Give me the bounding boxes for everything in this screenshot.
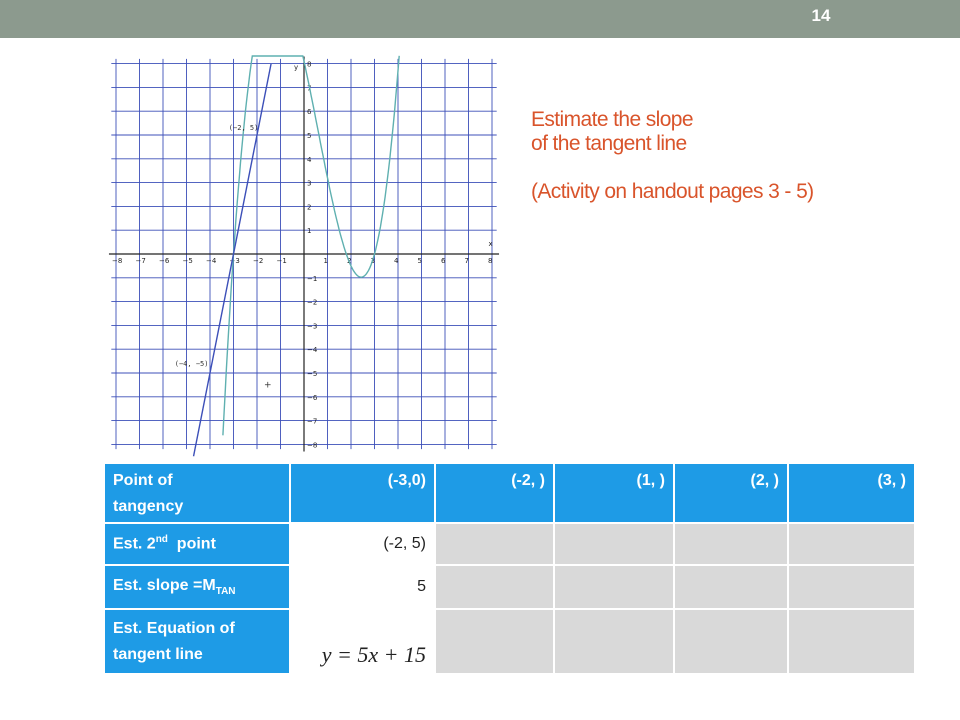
header-label-line-2: tangency xyxy=(113,498,184,515)
heading-line-1: Estimate the slope xyxy=(531,108,693,131)
y-tick-label: −4 xyxy=(307,346,318,355)
equation-cell-3[interactable] xyxy=(554,609,674,674)
x-tick-label: 6 xyxy=(441,257,446,265)
x-tick-label: −7 xyxy=(135,257,146,265)
y-tick-label: −2 xyxy=(307,298,318,307)
header-col-4: (2, ) xyxy=(674,463,788,523)
row-slope-label: Est. slope $=M_{TAN}$ xyxy=(104,565,290,609)
table-row-point-of-tangency xyxy=(104,463,915,523)
heading xyxy=(531,108,931,204)
x-tick-label: 8 xyxy=(488,257,493,265)
point-label-upper: (−2, 5) xyxy=(228,124,259,133)
x-tick-label: −5 xyxy=(182,257,193,265)
slope-cell-4[interactable] xyxy=(674,565,788,609)
x-tick-label: −4 xyxy=(206,257,217,265)
y-tick-label: 4 xyxy=(307,155,312,164)
x-tick-label: −8 xyxy=(112,257,123,265)
table-row-slope xyxy=(104,565,915,609)
graph-axes xyxy=(109,56,499,451)
x-tick-label: −3 xyxy=(229,257,240,265)
x-tick-label: 1 xyxy=(323,257,328,265)
y-tick-label: −3 xyxy=(307,322,318,331)
header-col-2: (-2, ) xyxy=(435,463,554,523)
second-point-cell-4[interactable] xyxy=(674,523,788,565)
heading-gap xyxy=(531,156,931,180)
page-number: 14 xyxy=(811,6,831,25)
slope-cell-3[interactable] xyxy=(554,565,674,609)
x-tick-label: −6 xyxy=(159,257,170,265)
table-row-equation xyxy=(104,609,915,674)
y-tick-label: −6 xyxy=(307,393,318,402)
y-axis-label: y xyxy=(294,63,299,72)
equation-cell-2[interactable] xyxy=(435,609,554,674)
plus-mark: + xyxy=(264,380,272,391)
graph-tick-labels xyxy=(112,61,493,450)
y-tick-label: −8 xyxy=(307,441,318,450)
row-second-point-label: Est. 2nd point xyxy=(104,523,290,565)
x-tick-label: 2 xyxy=(347,257,352,265)
y-tick-label: 5 xyxy=(307,132,312,140)
top-bar xyxy=(0,0,960,38)
second-point-cell-5[interactable] xyxy=(788,523,915,565)
y-tick-label: −1 xyxy=(307,274,318,283)
tangent-equation: y = 5x + 15 xyxy=(321,641,426,667)
equation-cell-1[interactable] xyxy=(290,609,435,674)
slope-cell-2[interactable] xyxy=(435,565,554,609)
table-row-second-point xyxy=(104,523,915,565)
point-label-lower: (−4, −5) xyxy=(174,359,209,368)
x-tick-label: 4 xyxy=(394,257,399,265)
x-tick-label: −1 xyxy=(276,257,287,265)
y-tick-label: 1 xyxy=(307,227,312,236)
x-tick-label: 7 xyxy=(464,257,469,265)
second-point-cell-1[interactable]: (-2, 5) xyxy=(290,523,435,565)
slope-cell-5[interactable] xyxy=(788,565,915,609)
x-tick-label: 3 xyxy=(370,257,375,265)
header-col-1: (-3,0) xyxy=(290,463,435,523)
row-equation-label: Est. Equation of tangent line xyxy=(104,609,290,674)
y-tick-label: 8 xyxy=(307,60,312,69)
y-tick-label: 6 xyxy=(307,108,312,117)
second-point-cell-2[interactable] xyxy=(435,523,554,565)
tangent-table xyxy=(103,462,916,675)
y-tick-label: 2 xyxy=(307,203,312,212)
y-tick-label: −5 xyxy=(307,370,318,378)
slope-cell-1[interactable]: 5 xyxy=(290,565,435,609)
function-graph xyxy=(105,55,500,450)
y-tick-label: −7 xyxy=(307,417,318,426)
heading-line-2: of the tangent line xyxy=(531,132,687,155)
second-point-cell-3[interactable] xyxy=(554,523,674,565)
header-label-line-1: Point of xyxy=(113,472,173,489)
equation-cell-5[interactable] xyxy=(788,609,915,674)
header-col-3: (1, ) xyxy=(554,463,674,523)
y-tick-label: 3 xyxy=(307,179,312,188)
heading-line-3: (Activity on handout pages 3 - 5) xyxy=(531,180,814,203)
x-axis-label: x xyxy=(488,240,493,248)
header-col-5: (3, ) xyxy=(788,463,915,523)
equation-cell-4[interactable] xyxy=(674,609,788,674)
y-tick-label: 7 xyxy=(307,84,312,93)
x-tick-label: −2 xyxy=(253,257,264,265)
x-tick-label: 5 xyxy=(417,257,422,265)
header-label xyxy=(104,463,290,523)
